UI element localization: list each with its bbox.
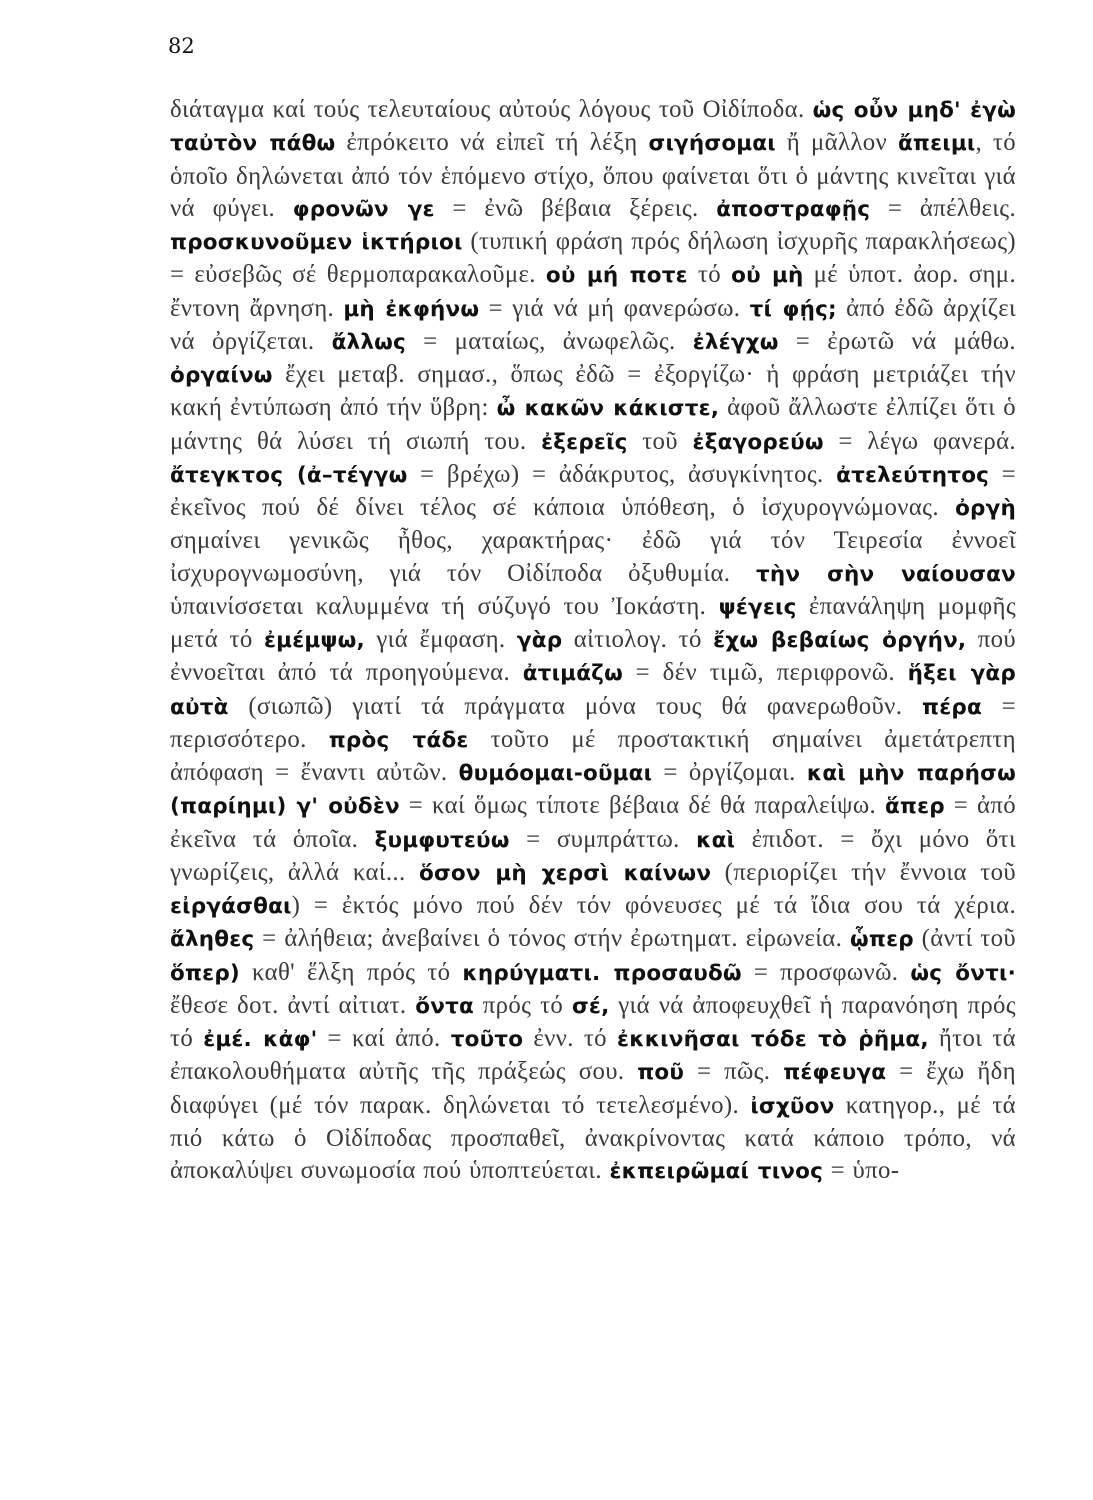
lemma-term: ψέγεις (718, 594, 797, 620)
lemma-term: τί φῄς; (749, 296, 837, 322)
commentary-text: ἐπιδοτ. = ὄχι μόνο ὅτι γνωρίζεις, ἀλλά καί... (170, 825, 1016, 886)
lemma-term: ἐμέμψω, (264, 628, 365, 653)
commentary-text: καθ' ἕλξη πρός τό (239, 958, 463, 986)
commentary-text: τό (687, 261, 732, 289)
lemma-term: γὰρ (516, 628, 563, 653)
commentary-text: αἰτιολογ. τό (562, 626, 714, 653)
commentary-text: = περισσότερο. (170, 692, 1016, 753)
lemma-term: εἰργάσθαι (170, 894, 292, 919)
commentary-text: = καί ἀπό. (317, 1025, 451, 1052)
commentary-text: = συμπράττω. (509, 825, 697, 853)
lemma-term: ποῦ (637, 1060, 685, 1086)
commentary-text: = ἀπέλθεις. (870, 194, 1016, 222)
lemma-term: ἄληθες (170, 927, 255, 953)
lemma-term: ἰσχῦον (750, 1093, 835, 1119)
commentary-text: = ὀργίζομαι. (652, 759, 807, 786)
commentary-text: γιά ἔμφαση. (364, 626, 517, 653)
lemma-term: ἥξει γὰρ αὐτὰ (170, 661, 1016, 720)
commentary-text: (τυπική φράση πρός δήλωση ἰσχυρῆς παρακλήσεως) = εὐσεβῶς σέ θερμοπαρακαλοῦμε. (170, 228, 1017, 289)
lemma-term: ἐλέγχω (692, 329, 779, 355)
lemma-term: καὶ (696, 827, 736, 853)
commentary-text: = ἔχω ἤδη διαφύγει (μέ τόν παρακ. δηλώνεται τό τετελεσμένο). (170, 1058, 1016, 1119)
commentary-text: ὑπαινίσσεται καλυμμένα τή σύζυγό του Ἰοκάστη. (170, 592, 719, 620)
lemma-term: ὄντα (415, 993, 474, 1019)
lemma-term: ἄλλως (331, 329, 406, 355)
commentary-text: = προσφωνῶ. (741, 958, 911, 986)
commentary-text: μέ ὑποτ. ἀορ. σημ. ἔντονη ἄρνηση. (170, 261, 1017, 322)
lemma-term: ἀποστραφῇς (716, 196, 871, 222)
commentary-text: = ἀπό ἐκεῖνα τά ὁποῖα. (170, 792, 1016, 853)
commentary-text: = ἐκεῖνος πού δέ δίνει τέλος σέ κάποια ὑπόθεση, ὁ ἰσχυρογνώμονας. (170, 460, 1016, 521)
commentary-text: = γιά νά μή φανερώσω. (479, 294, 750, 322)
commentary-text: = ἐνῶ βέβαια ξέρεις. (434, 194, 717, 222)
lemma-term: ὡς ὄντι· (910, 960, 1016, 986)
commentary-text: = ματαίως, ἀνωφελῶς. (406, 327, 693, 355)
commentary-text: πού ἐννοεῖται ἀπό τά προηγούμενα. (170, 626, 1016, 687)
lemma-term: τοῦτο (450, 1027, 524, 1052)
lemma-term: ἔχω βεβαίως ὀργήν, (713, 628, 967, 653)
lemma-term: τὴν σὴν ναίουσαν (756, 561, 1016, 587)
commentary-text: = ὑπο- (823, 1157, 900, 1184)
commentary-text: = δέν τιμῶ, περιφρονῶ. (622, 659, 908, 687)
commentary-paragraph (170, 94, 1016, 1188)
commentary-text: = λέγω φανερά. (823, 427, 1016, 455)
lemma-term: ἄπειμι (897, 131, 976, 157)
commentary-text: πρός τό (473, 991, 572, 1019)
commentary-text: (σιωπῶ) γιατί τά πράγματα μόνα τους θά φανερωθοῦν. (228, 692, 922, 720)
lemma-term: ξυμφυτεύω (374, 827, 510, 853)
lemma-term: ἐκπειρῶμαί τινος (609, 1159, 824, 1184)
lemma-term: ἐξερεῖς (541, 429, 628, 455)
commentary-text: = ἐρωτῶ νά μάθω. (778, 327, 1016, 355)
lemma-term: ὀργὴ (955, 496, 1016, 521)
commentary-text: τοῦ (627, 427, 693, 455)
commentary-text: ) = ἐκτός μόνο πού δέν τόν φόνευσες μέ τά ἴδια σου τά χέρια. (291, 892, 1016, 919)
commentary-text: ἐπανάληψη μομφῆς μετά τό (170, 592, 1016, 653)
commentary-text: , τό ὁποῖο δηλώνεται ἀπό τόν ἑπόμενο στίχο, ὅπου φαίνεται ὅτι ὁ μάντης κινεῖται γιά νά φύγει. (170, 129, 1016, 222)
commentary-text: διάταγμα καί τούς τελευταίους αὐτούς λόγους τοῦ Οἰδίποδα. (170, 96, 813, 123)
lemma-term: πέρα (922, 694, 982, 720)
commentary-text: = πῶς. (684, 1058, 784, 1086)
lemma-term: ἐξαγορεύω (692, 429, 824, 455)
lemma-term: ὅσον μὴ χερσὶ καίνων (419, 860, 712, 886)
commentary-text: ἤ μᾶλλον (775, 129, 898, 157)
lemma-term: ὀργαίνω (170, 363, 273, 388)
lemma-term: καὶ μὴν παρήσω (παρίημι) γ' οὐδὲν (170, 761, 1016, 820)
commentary-text: = βρέχω) = ἀδάκρυτος, ἀσυγκίνητος. (407, 460, 837, 488)
commentary-text: (ἀντί τοῦ (913, 925, 1016, 953)
commentary-text: τοῦτο μέ προστακτική σημαίνει ἀμετάτρεπτη ἀπόφαση = ἔναντι αὐτῶν. (170, 725, 1016, 786)
lemma-term: πρὸς τάδε (328, 727, 469, 753)
lemma-term: ἅπερ (884, 794, 945, 820)
lemma-term: ὅπερ) (170, 960, 240, 986)
lemma-term: σιγήσομαι (648, 131, 776, 157)
lemma-term: ἄτεγκτος (ἀ–τέγγω (170, 462, 408, 488)
commentary-text: γιά νά ἀποφευχθεῖ ἡ παρανόηση πρός τό (170, 991, 1016, 1052)
page-number: 82 (168, 34, 195, 58)
lemma-term: πέφευγα (783, 1060, 887, 1086)
lemma-term: σέ, (571, 993, 610, 1019)
lemma-term: προσκυνοῦμεν ἱκτήριοι (170, 230, 463, 255)
commentary-text: = ἀλήθεια; ἀνεβαίνει ὁ τόνος στήν ἐρωτηματ. εἰρωνεία. (254, 925, 850, 953)
commentary-text: σημαίνει γενικῶς ἦθος, χαρακτήρας· ἐδῶ γιά τόν Τειρεσία ἐννοεῖ ἰσχυρογνωμοσύνη, γιά τόν Οἰδίποδα ὀξυθυμία. (170, 527, 1016, 587)
lemma-term: οὐ μὴ (731, 263, 804, 289)
lemma-term: ἀτελεύτητος (836, 462, 990, 488)
lemma-term: μὴ ἐκφήνω (343, 296, 480, 322)
commentary-text: = καί ὅμως τίποτε βέβαια δέ θά παραλείψω. (399, 792, 885, 820)
lemma-term: ἀτιμάζω (522, 661, 623, 687)
commentary-text: ἔχει μεταβ. σημασ., ὅπως ἐδῶ = ἐξοργίζω· ἡ φράση μετριάζει τήν κακή ἐντύπωση ἀπό τήν ὕβρη: (170, 361, 1016, 422)
commentary-text: ἀφοῦ ἄλλωστε ἐλπίζει ὅτι ὁ μάντης θά λύσει τή σιωπή του. (170, 394, 1016, 455)
commentary-text: ἐνν. τό (523, 1025, 618, 1052)
lemma-term: οὐ μή ποτε (545, 263, 688, 289)
lemma-term: ᾧπερ (849, 927, 914, 953)
commentary-text: (περιορίζει τήν ἔννοια τοῦ (711, 858, 1016, 886)
lemma-term: ὦ κακῶν κάκιστε, (496, 396, 720, 422)
commentary-text: κατηγορ., μέ τά πιό κάτω ὁ Οἰδίποδας προσπαθεῖ, ἀνακρίνοντας κατά κάποιο τρόπο, νά ἀποκαλύψει συνωμοσία πού ὑποπτεύεται. (170, 1091, 1016, 1184)
lemma-term: φρονῶν γε (292, 196, 435, 222)
commentary-text: ἀπό ἐδῶ ἀρχίζει νά ὀργίζεται. (170, 294, 1017, 355)
lemma-term: ὡς οὖν μηδ' ἐγὼ ταὐτὸν πάθω (170, 98, 1016, 157)
commentary-text: ἤτοι τά ἐπακολουθήματα αὐτῆς τῆς πράξεώς σου. (170, 1025, 1016, 1086)
commentary-text: ἐπρόκειτο νά εἰπεῖ τή λέξη (335, 129, 649, 157)
lemma-term: θυμόομαι-οῦμαι (458, 761, 653, 786)
commentary-text: ἔθεσε δοτ. ἀντί αἰτιατ. (170, 991, 416, 1019)
lemma-term: κηρύγματι. προσαυδῶ (462, 960, 742, 986)
lemma-term: ἐμέ. κἀφ' (203, 1027, 318, 1052)
lemma-term: ἐκκινῆσαι τόδε τὸ ῥῆμα, (617, 1027, 929, 1052)
